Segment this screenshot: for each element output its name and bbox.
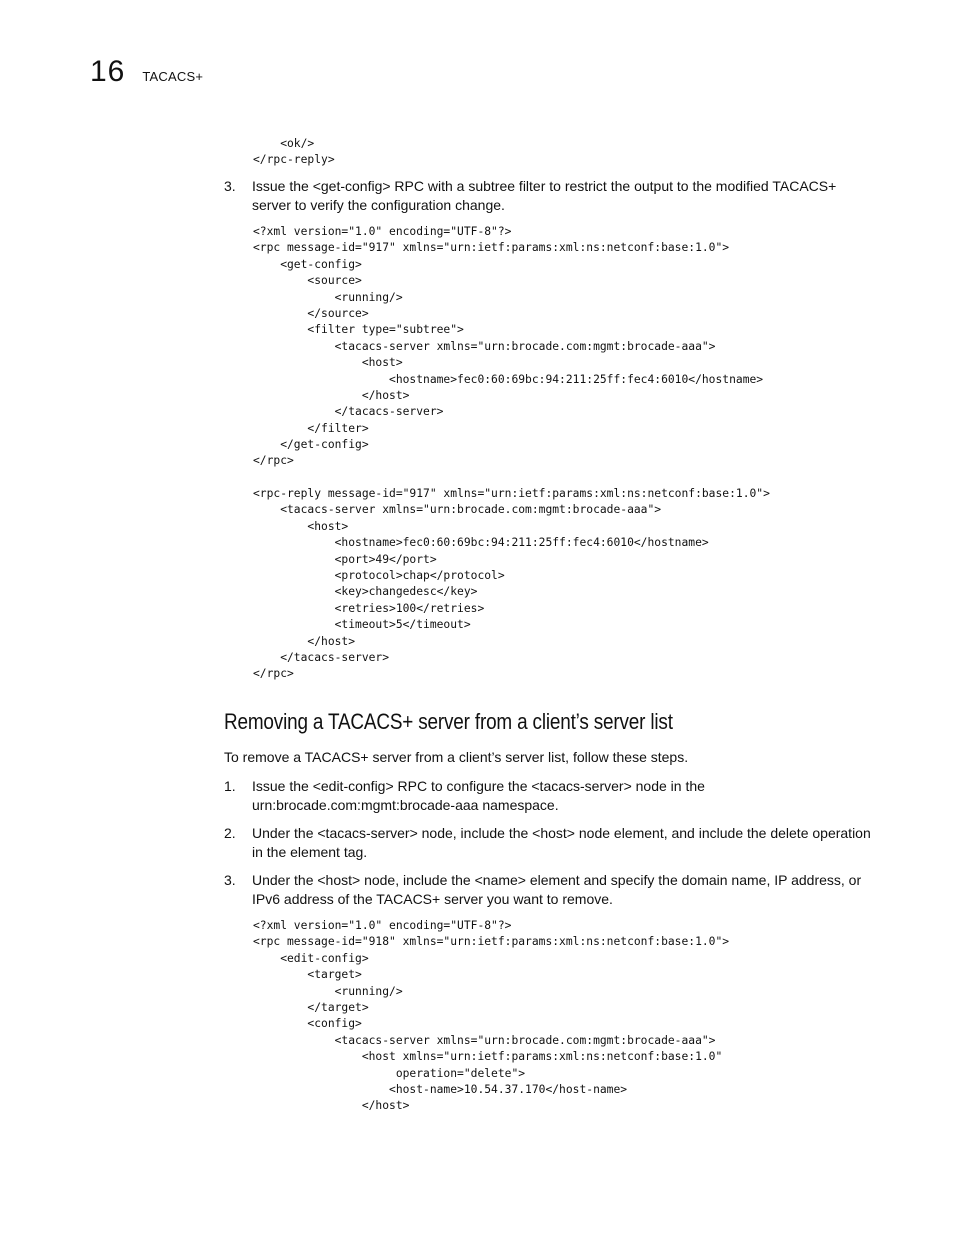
step-text: Issue the <get-config> RPC with a subtree filter to restrict the output to the modified TACACS+ server to verify the configuration change. <box>252 178 837 213</box>
code-line: <source> <box>253 274 362 288</box>
code-line: </tacacs-server> <box>253 405 444 419</box>
code-line: <host-name>10.54.37.170</host-name> <box>253 1082 628 1096</box>
code-line: <timeout>5</timeout> <box>253 618 471 632</box>
code-line: </host> <box>253 634 356 648</box>
code-line: <edit-config> <box>253 951 369 965</box>
step-text: Issue the <edit-config> RPC to configure the <tacacs-server> node in the urn:brocade.com:mgmt:brocade-aaa namespace. <box>252 778 705 813</box>
code-line: <rpc message-id="918" xmlns="urn:ietf:params:xml:ns:netconf:base:1.0"> <box>253 935 730 949</box>
code-line: <key>changedesc</key> <box>253 585 478 599</box>
code-line: <?xml version="1.0" encoding="UTF-8"?> <box>253 919 512 932</box>
code-line: </tacacs-server> <box>253 650 390 664</box>
code-line: <rpc message-id="917" xmlns="urn:ietf:params:xml:ns:netconf:base:1.0"> <box>253 241 730 255</box>
code-line: </filter> <box>253 421 369 435</box>
code-line: </get-config> <box>253 438 369 452</box>
step-number: 3. <box>224 178 236 194</box>
step-number: 3. <box>224 872 236 888</box>
code-line: </rpc-reply> <box>253 153 335 167</box>
code-line: <running/> <box>253 290 403 304</box>
code-line: <protocol>chap</protocol> <box>253 568 505 582</box>
code-line: <hostname>fec0:60:69bc:94:211:25ff:fec4:6010</hostname> <box>253 372 764 386</box>
code-line: <config> <box>253 1017 362 1031</box>
code-block-rpc-reply-ok <box>253 136 335 169</box>
step-number: 2. <box>224 825 236 841</box>
code-line: </host> <box>253 388 410 402</box>
code-line: operation="delete"> <box>253 1066 526 1080</box>
code-line: <host xmlns="urn:ietf:params:xml:ns:netconf:base:1.0" <box>253 1050 723 1064</box>
code-line: <rpc-reply message-id="917" xmlns="urn:ietf:params:xml:ns:netconf:base:1.0"> <box>253 487 770 500</box>
code-line: <running/> <box>253 984 403 998</box>
step-remove-2 <box>224 824 874 862</box>
step-text: Under the <host> node, include the <name> element and specify the domain name, IP address, or IPv6 address of the TACACS+ server you want to remove. <box>252 872 862 907</box>
page-header <box>90 52 203 92</box>
step-text: Under the <tacacs-server> node, include the <host> node element, and include the delete operation in the element tag. <box>252 825 871 860</box>
code-line: <retries>100</retries> <box>253 601 485 615</box>
code-line: <get-config> <box>253 257 362 271</box>
code-line: <hostname>fec0:60:69bc:94:211:25ff:fec4:6010</hostname> <box>253 536 709 550</box>
code-line: <tacacs-server xmlns="urn:brocade.com:mgmt:brocade-aaa"> <box>253 1033 716 1047</box>
code-line: </rpc> <box>253 454 294 468</box>
code-block-get-config <box>253 224 763 470</box>
section-heading: Removing a TACACS+ server from a client’s server list <box>224 709 673 734</box>
code-line: <tacacs-server xmlns="urn:brocade.com:mgmt:brocade-aaa"> <box>253 503 662 517</box>
code-line: </source> <box>253 306 369 320</box>
code-block-rpc-reply <box>253 486 770 683</box>
code-block-edit-config <box>253 918 729 1115</box>
code-line: <filter type="subtree"> <box>253 323 464 337</box>
code-line: <host> <box>253 519 349 533</box>
chapter-title: TACACS+ <box>142 69 204 84</box>
code-line: </rpc> <box>253 667 294 681</box>
step-verify-config <box>224 177 874 215</box>
code-line: <ok/> <box>253 137 315 150</box>
step-remove-3 <box>224 871 874 909</box>
code-line: <?xml version="1.0" encoding="UTF-8"?> <box>253 225 512 238</box>
code-line: <port>49</port> <box>253 552 437 566</box>
step-number: 1. <box>224 778 236 794</box>
code-line: </host> <box>253 1099 410 1113</box>
section-intro: To remove a TACACS+ server from a client’s server list, follow these steps. <box>224 749 689 765</box>
code-line: <tacacs-server xmlns="urn:brocade.com:mgmt:brocade-aaa"> <box>253 339 716 353</box>
code-line: <target> <box>253 968 362 982</box>
code-line: <host> <box>253 356 403 370</box>
step-remove-1 <box>224 777 874 815</box>
chapter-number: 16 <box>90 55 126 88</box>
code-line: </target> <box>253 1000 369 1014</box>
